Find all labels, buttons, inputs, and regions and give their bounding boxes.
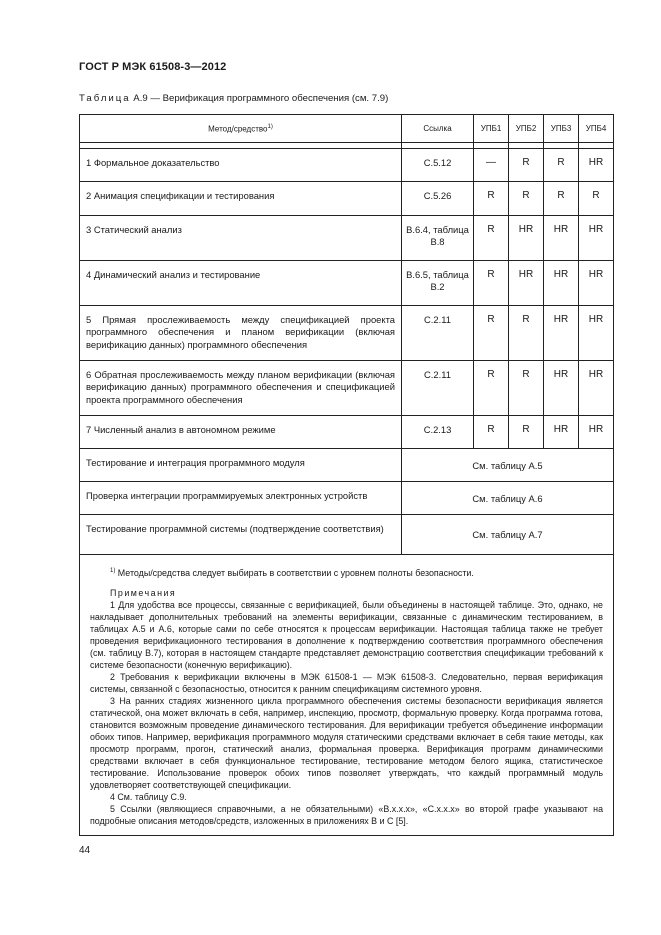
sil4-cell: HR — [579, 306, 614, 361]
sil1-cell: R — [474, 182, 509, 216]
col-ref: Ссылка — [402, 115, 474, 143]
ref-cell: С.5.12 — [402, 149, 474, 182]
sil3-cell: R — [544, 182, 579, 216]
sil2-cell: R — [509, 306, 544, 361]
sil4-cell: HR — [579, 216, 614, 261]
table-row — [80, 182, 614, 216]
note-item: 1 Для удобства все процессы, связанные с верификацией, были объединены в настоящей таблице. Это, однако, не накладывает дополнительных требований на элементы верификации, связанные с динамическим тестированием, в таблицах А.5 и А.6, которые сами по себе относятся к процессам верификации. Настоящая таблица также не требует проведения верификационного тестирования в дополнение к подтверждению соответствия программного обеспечения (см. таблицу В.7), которая в настоящем стандарте представляет демонстрацию соответствия спецификации требований к системе безопасности (конечную верификацию). — [90, 599, 603, 670]
crossref-row — [80, 482, 614, 515]
sil3-cell: HR — [544, 261, 579, 306]
table-header-row — [80, 115, 614, 143]
sil3-cell: R — [544, 149, 579, 182]
method-cell: Проверка интеграции программируемых электронных устройств — [80, 482, 402, 515]
sil4-cell: R — [579, 182, 614, 216]
method-cell: 7 Численный анализ в автономном режиме — [80, 416, 402, 449]
crossref-cell: См. таблицу А.5 — [402, 449, 614, 482]
table-row — [80, 416, 614, 449]
sil2-cell: R — [509, 182, 544, 216]
ref-cell: С.5.26 — [402, 182, 474, 216]
table-caption — [79, 93, 388, 104]
ref-cell: С.2.11 — [402, 306, 474, 361]
method-cell: 1 Формальное доказательство — [80, 149, 402, 182]
table-row — [80, 361, 614, 416]
sil2-cell: HR — [509, 216, 544, 261]
sil2-cell: R — [509, 361, 544, 416]
sil3-cell: HR — [544, 416, 579, 449]
crossref-cell: См. таблицу А.7 — [402, 515, 614, 555]
note-item: 5 Ссылки (являющиеся справочными, а не обязательными) «В.х.х.х», «С.х.х.х» во второй графе указывают на подробные описания методов/средств, изложенных в приложениях В и С [5]. — [90, 803, 603, 826]
table-row — [80, 216, 614, 261]
method-cell: 3 Статический анализ — [80, 216, 402, 261]
sil2-cell: R — [509, 416, 544, 449]
ref-cell: В.6.4, таблица В.8 — [402, 216, 474, 261]
sil4-cell: HR — [579, 149, 614, 182]
sil3-cell: HR — [544, 306, 579, 361]
sil3-cell: HR — [544, 216, 579, 261]
sil1-cell: R — [474, 361, 509, 416]
sil2-cell: HR — [509, 261, 544, 306]
col-sil1: УПБ1 — [474, 115, 509, 143]
table-row — [80, 149, 614, 182]
method-cell: Тестирование программной системы (подтверждение соответствия) — [80, 515, 402, 555]
note-item: 2 Требования к верификации включены в МЭК 61508-1 — МЭК 61508-3. Следовательно, первая верификация системы, связанной с безопасностью, относится к ранним спецификациям системного уровня. — [90, 671, 603, 694]
table-row — [80, 306, 614, 361]
sil4-cell: HR — [579, 361, 614, 416]
note-item: 4 См. таблицу С.9. — [110, 791, 187, 802]
crossref-row — [80, 449, 614, 482]
method-cell: 4 Динамический анализ и тестирование — [80, 261, 402, 306]
crossref-row — [80, 515, 614, 555]
ref-cell: В.6.5, таблица В.2 — [402, 261, 474, 306]
sil1-cell: R — [474, 416, 509, 449]
sil1-cell: R — [474, 261, 509, 306]
ref-cell: С.2.11 — [402, 361, 474, 416]
notes-title: Примечания — [110, 587, 177, 598]
footnote: $^{1)}$ Методы/средства следует выбирать в соответствии с уровнем полноты безопасности. — [110, 567, 474, 578]
table-row — [80, 261, 614, 306]
verification-table — [79, 114, 614, 836]
method-cell: 2 Анимация спецификации и тестирования — [80, 182, 402, 216]
sil3-cell: HR — [544, 361, 579, 416]
sil2-cell: R — [509, 149, 544, 182]
document-header: ГОСТ Р МЭК 61508-3—2012 — [79, 61, 227, 73]
sil1-cell: R — [474, 216, 509, 261]
col-sil4: УПБ4 — [579, 115, 614, 143]
note-item: 3 На ранних стадиях жизненного цикла программного обеспечения системы безопасности верификация является статической, она может включать в себя, например, инспекцию, просмотр, формальную проверку. Когда программа готова, становится возможным проведение динамического тестирования. Для верификации требуется объединение информации обоих типов. Например, верификация программного модуля статическими средствами включает в себя такие методы, как просмотр программ, прогон, статический анализ, формальная проверка. Верификация программ динамическими средствами включает в себя функциональное тестирование, тестирование методом белого ящика, статистическое тестирование. Использование проверок обоих типов позволяет утверждать, что каждый программный модуль удовлетворяет соответствующей спецификации. — [90, 695, 603, 790]
crossref-cell: См. таблицу А.6 — [402, 482, 614, 515]
caption-text: А.9 — Верификация программного обеспечения (см. 7.9) — [130, 93, 389, 104]
method-cell: Тестирование и интеграция программного модуля — [80, 449, 402, 482]
method-cell: 6 Обратная прослеживаемость между планом верификации (включая верификацию данных) программного обеспечения и спецификацией проекта программного обеспечения — [80, 361, 402, 416]
notes-cell — [80, 555, 614, 836]
sil1-cell: R — [474, 306, 509, 361]
col-sil3: УПБ3 — [544, 115, 579, 143]
notes-row — [80, 555, 614, 836]
ref-cell: С.2.13 — [402, 416, 474, 449]
col-method: Метод/средство$^{1)}$ — [80, 115, 402, 143]
method-cell: 5 Прямая прослеживаемость между спецификацией проекта программного обеспечения и планом верификации (включая верификацию данных) программного обеспечения — [80, 306, 402, 361]
col-sil2: УПБ2 — [509, 115, 544, 143]
page-number: 44 — [79, 845, 91, 856]
sil1-cell: — — [474, 149, 509, 182]
sil4-cell: HR — [579, 416, 614, 449]
caption-label: Таблица — [79, 93, 131, 104]
sil4-cell: HR — [579, 261, 614, 306]
